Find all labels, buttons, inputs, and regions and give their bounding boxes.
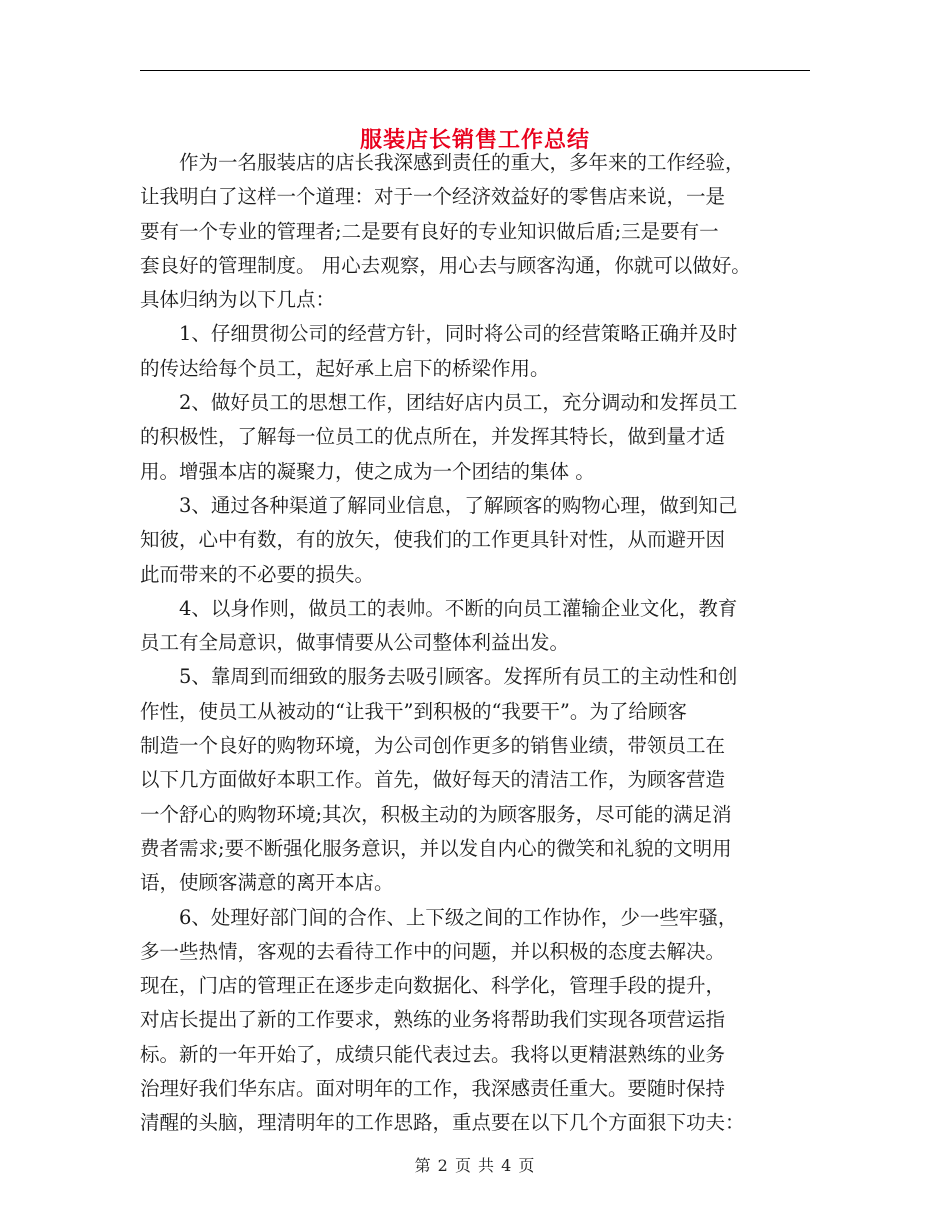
text-line: 具体归纳为以下几点：: [140, 288, 336, 312]
page-number-label: 第 2 页 共 4 页: [414, 1156, 536, 1175]
text-line: 费者需求;要不断强化服务意识，并以发自内心的微笑和礼貌的文明用: [140, 836, 732, 860]
text-line: 语，使顾客满意的离开本店。: [140, 871, 394, 895]
text-line: 要有一个专业的管理者;二是要有良好的专业知识做后盾;三是要有一: [140, 219, 719, 243]
text-line: 员工有全局意识，做事情要从公司整体利益出发。: [140, 631, 570, 655]
text-line: 作性，使员工从被动的“让我干”到积极的“我要干”。为了给顾客: [140, 699, 687, 723]
paragraph-point-5: [140, 660, 812, 900]
text-line: 制造一个良好的购物环境，为公司创作更多的销售业绩，带领员工在: [140, 734, 726, 758]
text-line: 清醒的头脑，理清明年的工作思路，重点要在以下几个方面狠下功夫：: [140, 1111, 745, 1135]
text-line: 现在，门店的管理正在逐步走向数据化、科学化，管理手段的提升，: [140, 974, 726, 998]
text-line: 此而带来的不必要的损失。: [140, 562, 375, 586]
text-line: 多一些热情，客观的去看待工作中的问题，并以积极的态度去解决。: [140, 939, 726, 963]
text-line: 以下几方面做好本职工作。首先，做好每天的清洁工作，为顾客营造: [140, 768, 726, 792]
paragraph-point-4: [140, 592, 812, 661]
page-footer: [0, 1153, 950, 1176]
paragraph-intro: [140, 146, 812, 317]
text-line: 对店长提出了新的工作要求，熟练的业务将帮助我们实现各项营运指: [140, 1008, 726, 1032]
text-line: 5、靠周到而细致的服务去吸引顾客。发挥所有员工的主动性和创: [179, 665, 738, 689]
text-line: 一个舒心的购物环境;其次，积极主动的为顾客服务，尽可能的满足消: [140, 802, 732, 826]
text-line: 用。增强本店的凝聚力，使之成为一个团结的集体 。: [140, 459, 595, 483]
text-line: 治理好我们华东店。面对明年的工作，我深感责任重大。要随时保持: [140, 1077, 726, 1101]
text-line: 的积极性，了解每一位员工的优点所在，并发挥其特长，做到量才适: [140, 425, 726, 449]
text-line: 3、通过各种渠道了解同业信息，了解顾客的购物心理，做到知己: [179, 493, 738, 517]
page-title: 服装店长销售工作总结: [359, 126, 590, 153]
text-line: 套良好的管理制度。 用心去观察，用心去与顾客沟通，你就可以做好。: [140, 253, 751, 277]
text-line: 6、处理好部门间的合作、上下级之间的工作协作，少一些牢骚，: [179, 905, 738, 929]
header-rule: [140, 70, 810, 71]
text-line: 让我明白了这样一个道理：对于一个经济效益好的零售店来说，一是: [140, 185, 726, 209]
paragraph-point-6: [140, 901, 812, 1141]
paragraph-point-3: [140, 489, 812, 592]
document-body: [140, 146, 812, 1141]
text-line: 2、做好员工的思想工作，团结好店内员工，充分调动和发挥员工: [179, 391, 738, 415]
text-line: 的传达给每个员工，起好承上启下的桥梁作用。: [140, 356, 550, 380]
text-line: 4、以身作则，做员工的表帅。不断的向员工灌输企业文化，教育: [179, 596, 738, 620]
paragraph-point-2: [140, 386, 812, 489]
text-line: 作为一名服装店的店长我深感到责任的重大，多年来的工作经验，: [179, 151, 745, 174]
paragraph-point-1: [140, 317, 812, 386]
text-line: 标。新的一年开始了，成绩只能代表过去。我将以更精湛熟练的业务: [140, 1042, 726, 1066]
text-line: 1、仔细贯彻公司的经营方针，同时将公司的经营策略正确并及时: [179, 322, 738, 346]
text-line: 知彼，心中有数，有的放矢，使我们的工作更具针对性，从而避开因: [140, 528, 726, 552]
